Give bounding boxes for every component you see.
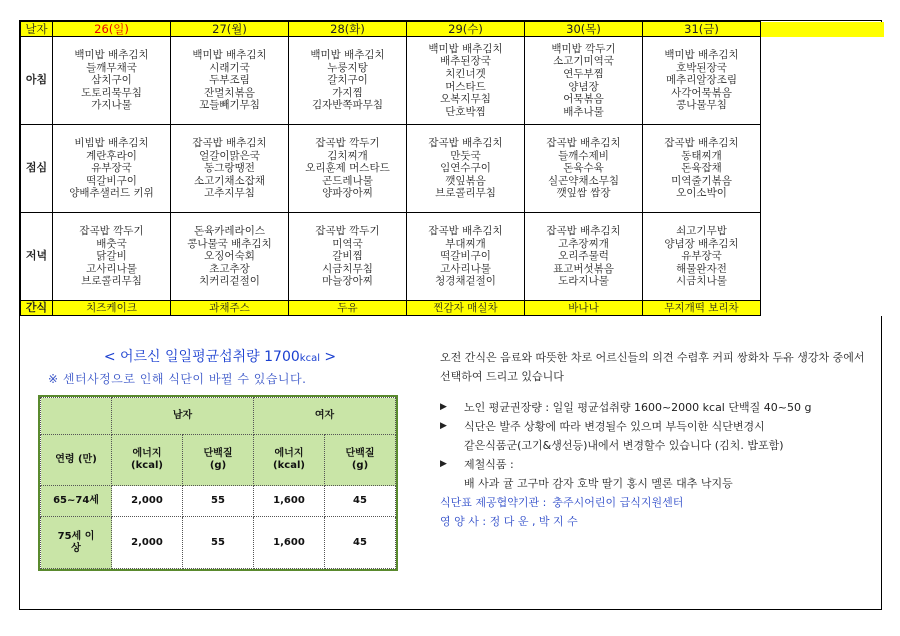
menu-item: 백미밥 배추김치 bbox=[310, 49, 385, 62]
menu-item: 표고버섯볶음 bbox=[553, 262, 614, 275]
snack-cell: 치즈케이크 bbox=[53, 301, 171, 316]
menu-item: 오징어숙회 bbox=[204, 250, 255, 263]
menu-item: 시금치나물 bbox=[676, 275, 727, 288]
intake-title-text: < 어르신 일일평균섭취량 1700 bbox=[103, 349, 300, 365]
meal-cell bbox=[643, 213, 761, 301]
nutrition-table bbox=[38, 395, 398, 571]
menu-item: 동태찌개 bbox=[681, 149, 722, 162]
menu-item: 백미밥 배추김치 bbox=[192, 49, 267, 62]
menu-item: 유부장국 bbox=[91, 162, 132, 175]
menu-item: 고추지무침 bbox=[204, 187, 255, 200]
menu-item: 고사리나물 bbox=[86, 262, 137, 275]
value-cell: 2,000 bbox=[112, 517, 183, 569]
value-cell: 45 bbox=[325, 517, 396, 569]
empty-cell bbox=[761, 125, 884, 213]
meal-label-lunch: 점심 bbox=[21, 125, 53, 213]
menu-item: 들깨무채국 bbox=[86, 61, 137, 74]
menu-item: 청경채겉절이 bbox=[435, 275, 496, 288]
day-header: 29(수) bbox=[407, 22, 525, 37]
snack-intro: 오전 간식은 음료와 따뜻한 차로 어르신들의 의견 수렴후 커피 쌍화차 두유 생강차 중에서 선택하여 드리고 있습니다 bbox=[440, 351, 865, 383]
value-cell: 1,600 bbox=[254, 517, 325, 569]
menu-item: 고추장찌개 bbox=[558, 237, 609, 250]
menu-item: 소고기채소잡채 bbox=[193, 174, 265, 187]
meal-cell bbox=[643, 125, 761, 213]
table-row bbox=[41, 517, 396, 569]
energy-header: 에너지 (kcal) bbox=[254, 435, 325, 486]
bullet-menu-change: ▶ 식단은 발주 상황에 따라 변경될수 있으며 부득이한 식단변경시 bbox=[440, 417, 870, 436]
menu-item: 연두부찜 bbox=[563, 67, 604, 80]
menu-item: 도토리묵무침 bbox=[81, 86, 142, 99]
intake-title-close: > bbox=[319, 349, 337, 365]
empty-cell bbox=[761, 213, 884, 301]
snack-cell: 찐감자 매실차 bbox=[407, 301, 525, 316]
menu-item: 잡곡밥 배추김치 bbox=[546, 225, 621, 238]
menu-item: 치킨너겟 bbox=[445, 67, 486, 80]
meal-cell bbox=[53, 125, 171, 213]
meal-cell bbox=[53, 37, 171, 125]
menu-item: 양념장 배추김치 bbox=[664, 237, 739, 250]
menu-item: 양념장 bbox=[568, 80, 599, 93]
day-header: 30(목) bbox=[525, 22, 643, 37]
menu-item: 콩나물무침 bbox=[676, 99, 727, 112]
female-header: 여자 bbox=[254, 398, 396, 435]
menu-item: 유부장국 bbox=[681, 250, 722, 263]
menu-item: 초고추장 bbox=[209, 262, 250, 275]
meal-cell bbox=[525, 37, 643, 125]
bullet-arrow-icon: ▶ bbox=[440, 459, 447, 469]
day-header: 28(화) bbox=[289, 22, 407, 37]
menu-item: 가지찜 bbox=[332, 86, 363, 99]
meal-cell bbox=[289, 213, 407, 301]
menu-item: 오이소박이 bbox=[676, 187, 727, 200]
intake-title bbox=[42, 346, 398, 366]
menu-item: 얼갈이맑은국 bbox=[199, 149, 260, 162]
menu-item: 계란후라이 bbox=[86, 149, 137, 162]
menu-item: 어묵볶음 bbox=[563, 93, 604, 106]
menu-item: 잔멸치볶음 bbox=[204, 86, 255, 99]
seasonal-foods: 배 사과 귤 고구마 감자 호박 딸기 홍시 멜론 대추 낙지등 bbox=[464, 477, 733, 490]
weekly-menu-table bbox=[20, 21, 884, 316]
intake-title-unit: kcal bbox=[299, 353, 320, 364]
meal-cell bbox=[171, 37, 289, 125]
menu-item: 잡곡밥 배추김치 bbox=[192, 137, 267, 150]
day-header: 31(금) bbox=[643, 22, 761, 37]
menu-item: 잡곡밥 깍두기 bbox=[79, 225, 144, 238]
meal-cell bbox=[643, 37, 761, 125]
bullet-arrow-icon: ▶ bbox=[440, 421, 447, 431]
table-row bbox=[41, 486, 396, 517]
age-header: 연령 (만) bbox=[41, 435, 112, 486]
menu-item: 실곤약채소무침 bbox=[547, 174, 619, 187]
menu-item: 들깨수제비 bbox=[558, 149, 609, 162]
menu-item: 삼치구이 bbox=[91, 74, 132, 87]
meal-label-breakfast: 아침 bbox=[21, 37, 53, 125]
menu-item: 떡갈비구이 bbox=[440, 250, 491, 263]
menu-item: 고사리나물 bbox=[440, 262, 491, 275]
breakfast-row bbox=[21, 37, 884, 125]
snack-cell: 과채주스 bbox=[171, 301, 289, 316]
menu-header-row bbox=[21, 22, 884, 37]
meal-cell bbox=[525, 125, 643, 213]
bullet-recommended: ▶ 노인 평균권장량 : 일일 평균섭취량 1600~2000 kcal 단백질 40~50 g bbox=[440, 398, 870, 417]
meal-cell bbox=[171, 213, 289, 301]
value-cell: 2,000 bbox=[112, 486, 183, 517]
menu-item: 양파장아찌 bbox=[322, 187, 373, 200]
day-header-sunday: 26(일) bbox=[53, 22, 171, 37]
protein-header: 단백질 (g) bbox=[183, 435, 254, 486]
menu-item: 곤드레나물 bbox=[322, 174, 373, 187]
menu-item: 잡곡밥 배추김치 bbox=[428, 225, 503, 238]
meal-cell bbox=[407, 213, 525, 301]
menu-item: 브로콜리무침 bbox=[81, 275, 142, 288]
menu-item: 양배추샐러드 키위 bbox=[69, 187, 154, 200]
dinner-row bbox=[21, 213, 884, 301]
meal-cell bbox=[53, 213, 171, 301]
meal-cell bbox=[171, 125, 289, 213]
menu-item: 배추나물 bbox=[563, 105, 604, 118]
menu-item: 쇠고기무밥 bbox=[676, 225, 727, 238]
menu-item: 미역국 bbox=[332, 237, 363, 250]
menu-item: 메추리알장조림 bbox=[665, 74, 737, 87]
menu-item: 가지나물 bbox=[91, 99, 132, 112]
menu-item: 꼬들빼기무침 bbox=[199, 99, 260, 112]
menu-item: 콩나물국 배추김치 bbox=[187, 237, 272, 250]
menu-item: 동그랑땡전 bbox=[204, 162, 255, 175]
menu-item: 사각어묵볶음 bbox=[671, 86, 732, 99]
lunch-row bbox=[21, 125, 884, 213]
age-cell: 75세 이상 bbox=[41, 517, 112, 569]
menu-item: 깻잎쌈 쌈장 bbox=[556, 187, 611, 200]
menu-item: 해물완자전 bbox=[676, 262, 727, 275]
menu-item: 잡곡밥 배추김치 bbox=[546, 137, 621, 150]
menu-item: 치커리겉절이 bbox=[199, 275, 260, 288]
value-cell: 1,600 bbox=[254, 486, 325, 517]
menu-item: 잡곡밥 깍두기 bbox=[315, 225, 380, 238]
menu-item: 소고기미역국 bbox=[553, 55, 614, 68]
menu-item: 김자반쪽파무침 bbox=[311, 99, 383, 112]
meal-cell bbox=[289, 37, 407, 125]
meal-label-snack: 간식 bbox=[21, 301, 53, 316]
menu-item: 백미밥 배추김치 bbox=[428, 42, 503, 55]
date-header-cell: 날자 bbox=[21, 22, 53, 37]
menu-item: 배추된장국 bbox=[440, 55, 491, 68]
menu-item: 머스타드 bbox=[445, 80, 486, 93]
gender-header-row bbox=[41, 398, 396, 435]
intake-heading bbox=[38, 346, 398, 387]
meal-cell bbox=[407, 37, 525, 125]
snack-cell: 두유 bbox=[289, 301, 407, 316]
menu-item: 호박된장국 bbox=[676, 61, 727, 74]
agency-line: 식단표 제공협약기관 : 충주시어린이 급식지원센터 bbox=[440, 496, 684, 509]
menu-item: 부대찌개 bbox=[445, 237, 486, 250]
value-cell: 55 bbox=[183, 517, 254, 569]
bullet-seasonal: ▶ 제철식품 : bbox=[440, 455, 870, 474]
menu-item: 백미밥 배추김치 bbox=[664, 49, 739, 62]
protein-header: 단백질 (g) bbox=[325, 435, 396, 486]
menu-item: 오복지무침 bbox=[440, 93, 491, 106]
empty-cell bbox=[761, 22, 884, 37]
menu-item: 돈육카레라이스 bbox=[193, 225, 265, 238]
meal-cell bbox=[525, 213, 643, 301]
menu-change-notice: ※ 센터사정으로 인해 식단이 바뀔 수 있습니다. bbox=[48, 372, 307, 386]
menu-item: 도라지나물 bbox=[558, 275, 609, 288]
menu-item: 시래기국 bbox=[209, 61, 250, 74]
day-header: 27(월) bbox=[171, 22, 289, 37]
menu-item: 깻잎볶음 bbox=[445, 174, 486, 187]
menu-item: 갈치구이 bbox=[327, 74, 368, 87]
male-header: 남자 bbox=[112, 398, 254, 435]
energy-header: 에너지 (kcal) bbox=[112, 435, 183, 486]
menu-item: 잡곡밥 깍두기 bbox=[315, 137, 380, 150]
dietitian-line: 영 양 사 : 정 다 운 , 박 지 수 bbox=[440, 515, 578, 528]
snack-cell: 바나나 bbox=[525, 301, 643, 316]
menu-item: 누룽지탕 bbox=[327, 61, 368, 74]
menu-item: 돈육잡채 bbox=[681, 162, 722, 175]
menu-item: 닭갈비 bbox=[96, 250, 127, 263]
menu-item: 백미밥 배추김치 bbox=[74, 49, 149, 62]
menu-item: 돈육수육 bbox=[563, 162, 604, 175]
menu-item: 브로콜리무침 bbox=[435, 187, 496, 200]
menu-item: 잡곡밥 배추김치 bbox=[428, 137, 503, 150]
meal-cell bbox=[407, 125, 525, 213]
menu-item: 시금치무침 bbox=[322, 262, 373, 275]
value-cell: 45 bbox=[325, 486, 396, 517]
value-cell: 55 bbox=[183, 486, 254, 517]
column-header-row bbox=[41, 435, 396, 486]
menu-item: 오리주물럭 bbox=[558, 250, 609, 263]
menu-item: 배춧국 bbox=[96, 237, 127, 250]
menu-item: 김치찌개 bbox=[327, 149, 368, 162]
empty-header bbox=[41, 398, 112, 435]
empty-cell bbox=[761, 37, 884, 125]
menu-item: 두부조림 bbox=[209, 74, 250, 87]
meal-label-dinner: 저녁 bbox=[21, 213, 53, 301]
menu-item: 단호박찜 bbox=[445, 105, 486, 118]
meal-cell bbox=[289, 125, 407, 213]
bullet-arrow-icon: ▶ bbox=[440, 402, 447, 412]
menu-item: 마늘장아찌 bbox=[322, 275, 373, 288]
bullet-menu-change-cont: 같은식품군(고기&생선등)내에서 변경할수 있습니다 (김치. 밥포함) bbox=[464, 439, 784, 452]
empty-cell bbox=[761, 301, 884, 316]
menu-item: 백미밥 깍두기 bbox=[551, 42, 616, 55]
info-panel bbox=[440, 348, 870, 531]
snack-row bbox=[21, 301, 884, 316]
menu-item: 임연수구이 bbox=[440, 162, 491, 175]
menu-item: 갈비찜 bbox=[332, 250, 363, 263]
menu-item: 비빔밥 배추김치 bbox=[74, 137, 149, 150]
menu-item: 미역줄기볶음 bbox=[671, 174, 732, 187]
menu-item: 오리훈제 머스타드 bbox=[305, 162, 390, 175]
menu-item: 만둣국 bbox=[450, 149, 481, 162]
menu-item: 잡곡밥 배추김치 bbox=[664, 137, 739, 150]
age-cell: 65~74세 bbox=[41, 486, 112, 517]
menu-item: 떡갈비구이 bbox=[86, 174, 137, 187]
snack-cell: 무지개떡 보리차 bbox=[643, 301, 761, 316]
